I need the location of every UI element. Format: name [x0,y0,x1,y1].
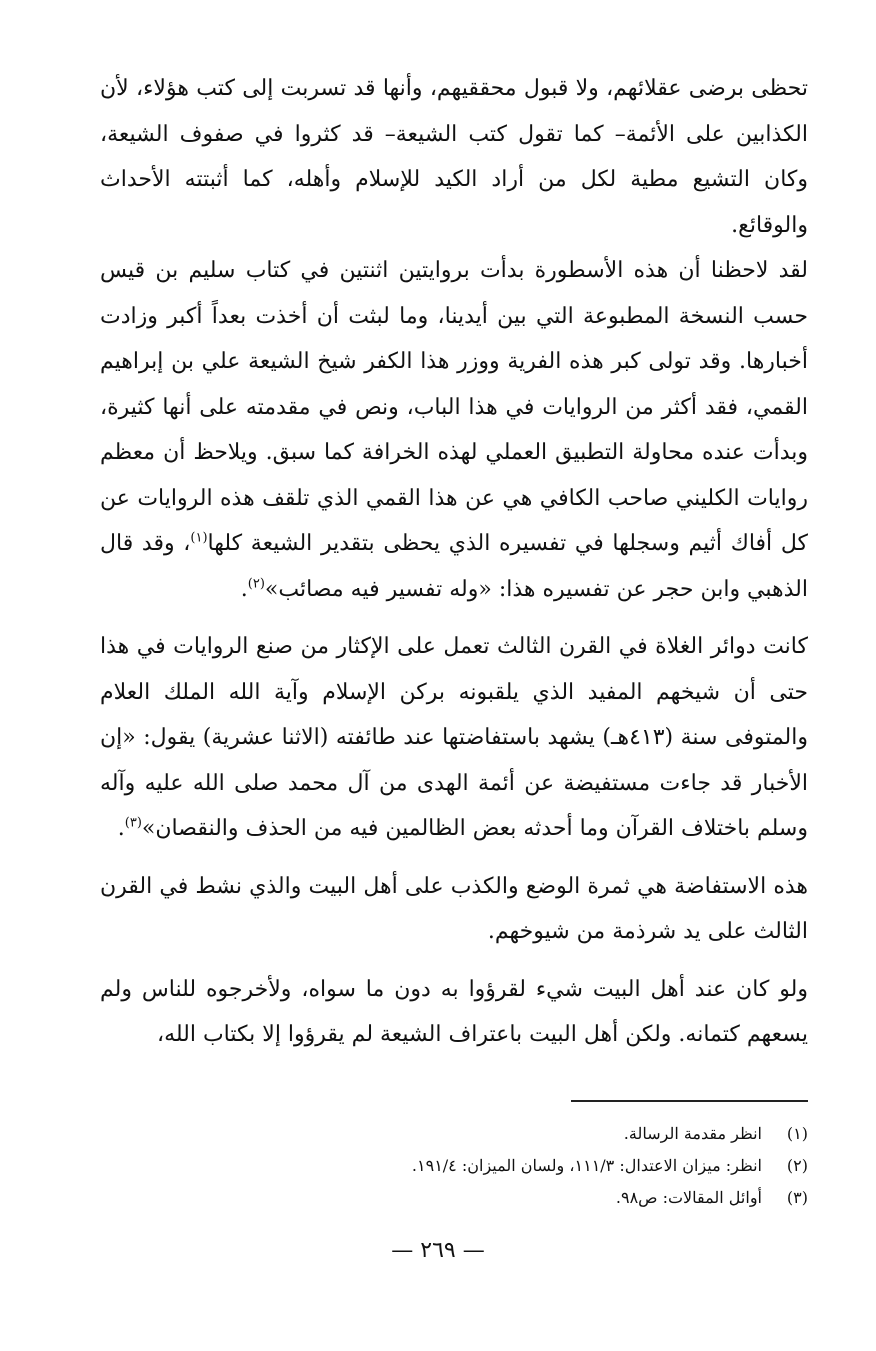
footnote-text: أوائل المقالات: ص٩٨. [615,1188,762,1207]
footnote-item [100,1118,808,1150]
paragraph-text: . [240,576,248,602]
paragraph-4 [100,864,808,955]
paragraph-2 [100,248,808,612]
paragraph-text: ، وقد قال الذهبي وابن حجر عن تفسيره هذا: «وله تفسير فيه مصائب» [100,531,808,602]
footnote-reference: (١) [190,530,208,546]
footnote-text: انظر: ميزان الاعتدال: ١١١/٣، ولسان الميزان: ١٩١/٤. [411,1156,762,1175]
paragraph-text: . [117,816,125,841]
paragraph-text: تحظى برضى عقلائهم، ولا قبول محققيهم، وأنها قد تسربت إلى كتب هؤلاء، لأن الكذابين على الأئمة– كما تقول كتب الشيعة– قد كثروا في صفوف الشيعة، وكان التشيع مطية لكل من أراد الكيد للإسلام وأهله، كما أثبتته الأحداث والوقائع. [100,76,808,238]
footnote-separator [571,1100,808,1102]
footnote-item [100,1182,808,1214]
paragraph-1 [100,66,808,248]
paragraph-text: هذه الاستفاضة هي ثمرة الوضع والكذب على أهل البيت والذي نشط في القرن الثالث على يد شرذمة من شيوخهم. [100,873,808,944]
paragraph-text: لقد لاحظنا أن هذه الأسطورة بدأت بروايتين اثنتين في كتاب سليم بن قيس حسب النسخة المطبوعة التي بين أيدينا، وما لبثت أن أخذت بعداً أكبر وزادت أخبارها. وقد تولى كبر هذه الفرية ووزر هذا الكفر شيخ الشيعة علي بن إبراهيم القمي، فقد أكثر من الروايات في هذا الباب، ونص في مقدمته على أنها كثيرة، وبدأت عنده محاولة التطبيق العملي لهذه الخرافة كما سبق. ويلاحظ أن معظم روايات الكليني صاحب الكافي هي عن هذا القمي الذي تلقف هذه الروايات عن كل أفاك أثيم وسجلها في تفسيره الذي يحظى بتقدير الشيعة كلها [100,258,808,556]
footnote-number: (٣) [786,1188,808,1207]
paragraph-text: كانت دوائر الغلاة في القرن الثالث تعمل على الإكثار من صنع الروايات في هذا حتى أن شيخهم المفيد الذي يلقبونه بركن الإسلام وآية الله الملك العلام والمتوفى سنة (٤١٣هـ) يشهد باستفاضتها عند طائفته (الاثنا عشرية) يقول: «إن الأخبار قد جاءت مستفيضة عن أئمة الهدى من آل محمد صلى الله عليه وآله وسلم باختلاف القرآن وما أحدثه بعض الظالمين فيه من الحذف والنقصان» [100,634,808,841]
footnotes [100,1118,808,1214]
main-text [100,66,808,1058]
paragraph-text: ولو كان عند أهل البيت شيء لقرؤوا به دون ما سواه، ولأخرجوه للناس ولم يسعهم كتمانه. ولكن أهل البيت باعتراف الشيعة لم يقرؤوا إلا بكتاب الله، [100,976,808,1047]
page-number: — ٢٦٩ — [391,1238,485,1263]
footnote-reference: (٢) [247,576,265,592]
footnote-number: (٢) [786,1156,808,1175]
footnote-text: انظر مقدمة الرسالة. [623,1124,762,1143]
footnote-reference: (٣) [124,815,142,831]
paragraph-3 [100,624,808,852]
footnote-number: (١) [786,1124,808,1143]
paragraph-5 [100,967,808,1058]
footnote-item [100,1150,808,1182]
